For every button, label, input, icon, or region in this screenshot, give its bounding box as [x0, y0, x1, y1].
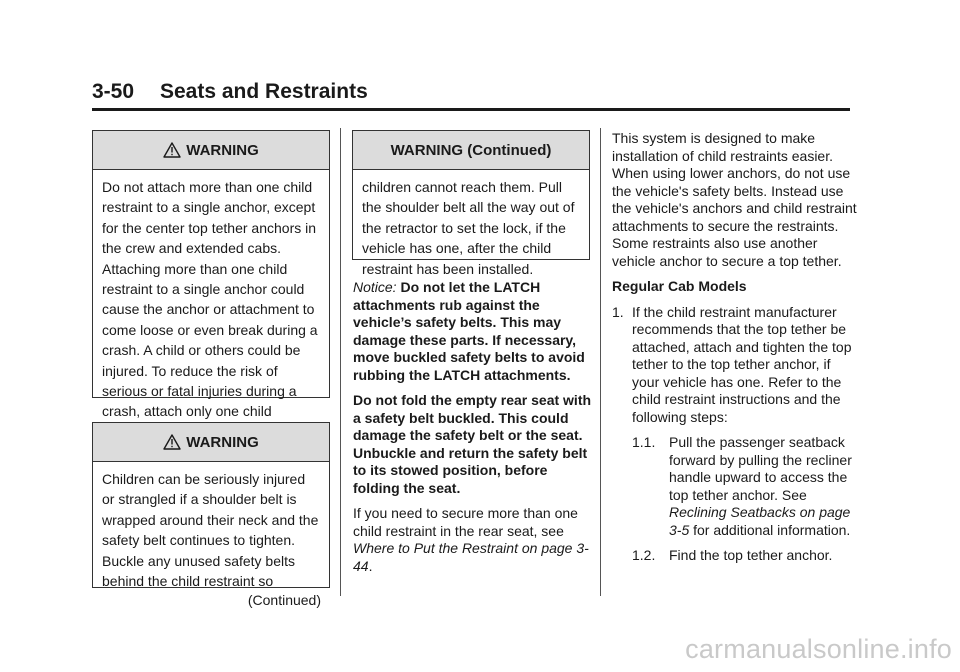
- notice-fold-seat: Do not fold the empty rear seat with a safety belt buckled. This could damage the safety belt or the seat. Unbuckle and return the safety belt to its stowed position, before folding the seat.: [353, 392, 592, 496]
- warning-triangle-icon: [163, 142, 181, 158]
- column-divider-2: [600, 128, 601, 596]
- step-number: 1.: [612, 303, 624, 320]
- page-number: 3-50: [92, 80, 135, 103]
- paragraph-multiple-restraints: [353, 505, 593, 575]
- notice-latch: [353, 279, 593, 384]
- warning-header: [93, 131, 329, 170]
- column-2-text: [353, 279, 593, 583]
- warning-box-3: [352, 130, 590, 277]
- step-text: [669, 434, 857, 539]
- warning-body: children cannot reach them. Pull the shoulder belt all the way out of the retractor to set the lock, if the vehicle has one, after the child restraint has been installed.: [362, 179, 575, 277]
- warning-title: WARNING (Continued): [390, 141, 552, 159]
- warning-box-1: [92, 130, 330, 420]
- list-item: [632, 547, 857, 565]
- continued-label: (Continued): [247, 592, 321, 609]
- cross-reference-link[interactable]: Reclining Seatbacks on page 3-5: [669, 504, 851, 538]
- warning-title: WARNING: [186, 141, 259, 159]
- sub-steps-list: [632, 434, 857, 565]
- step-text: Find the top tether anchor.: [669, 547, 833, 563]
- warning-title: WARNING: [186, 433, 259, 451]
- warning-header: [93, 423, 329, 462]
- warning-body: Do not attach more than one child restraint to a single anchor, except for the center top tether anchors in the crew and extended cabs. Attaching more than one child restraint to a single anchor could cause the anchor or attachment to come loose or even break during a crash. A child or others could be injured. To reduce the risk of serious or fatal injuries during a crash, attach only one child: [102, 179, 318, 420]
- warning-body: [93, 462, 329, 611]
- list-item: [612, 304, 857, 427]
- step-number: 1.2.: [632, 547, 656, 563]
- watermark: carmanualsonline.info: [685, 634, 952, 664]
- step-number: 1.1.: [632, 434, 656, 450]
- notice-label: Notice:: [353, 279, 397, 295]
- paragraph-end: .: [368, 557, 373, 574]
- warning-header: [353, 131, 589, 170]
- page-header: [92, 80, 850, 111]
- cross-reference-link[interactable]: Where to Put the Restraint on page 3-44: [353, 540, 589, 574]
- step-text-end: for additional information.: [693, 521, 851, 538]
- step-text: If the child restraint manufacturer recommends that the top tether be attached, attach and tighten the top tether to the top tether anchor, if your vehicle has one. Refer to the child restraint instructions and the following steps:: [632, 303, 852, 425]
- list-item: [632, 434, 857, 539]
- column-3-text: [612, 130, 857, 573]
- paragraph-text: If you need to secure more than one child restraint in the rear seat, see: [353, 505, 578, 539]
- notice-text: Do not let the LATCH attachments rub against the vehicle’s safety belts. This may damage these parts. If necessary, move buckled safety belts to avoid rubbing the LATCH attachments.: [353, 279, 585, 383]
- section-title: Seats and Restraints: [160, 80, 368, 103]
- step-text-part: Pull the passenger seatback forward by pulling the recliner handle upward to access the top tether anchor. See: [669, 434, 852, 503]
- column-divider-1: [340, 128, 341, 596]
- warning-triangle-icon: [163, 434, 181, 450]
- warning-box-2: [92, 422, 330, 609]
- intro-paragraph: This system is designed to make installation of child restraints easier. When using lower anchors, do not use the vehicle's safety belts. Instead use the vehicle's anchors and child restraint attachments to secure the restraints. Some restraints also use another vehicle anchor to secure a top tether.: [612, 130, 857, 269]
- steps-list: [612, 304, 857, 565]
- subheading-regular-cab: Regular Cab Models: [612, 278, 747, 294]
- warning-text: Children can be seriously injured or strangled if a shoulder belt is wrapped around their neck and the safety belt continues to tighten. Buckle any unused safety belts behind the child restraint so: [102, 471, 319, 590]
